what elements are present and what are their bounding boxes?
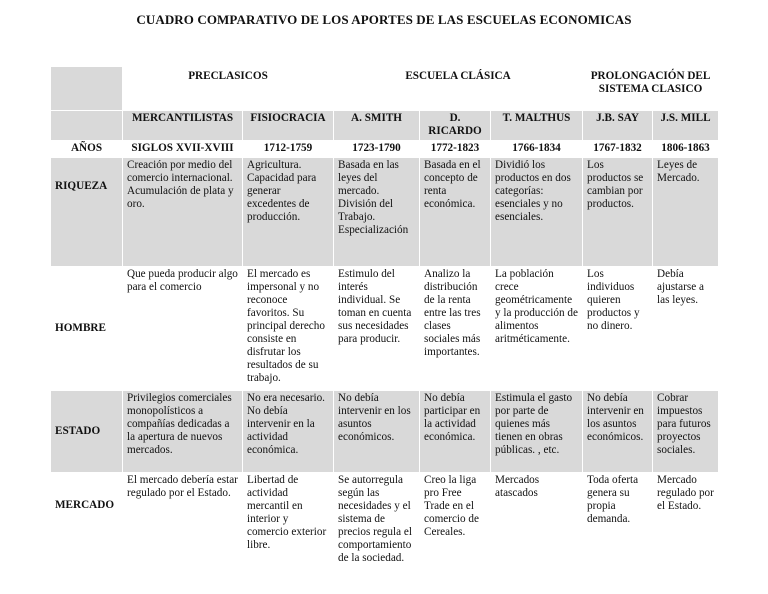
header-ricardo: D. RICARDO xyxy=(420,111,491,141)
hombre-mill: Debía ajustarse a las leyes. xyxy=(653,267,719,391)
mercado-mercantilistas: El mercado debería estar regulado por el Estado. xyxy=(123,473,243,583)
group-prolongacion: PROLONGACIÓN DEL SISTEMA CLASICO xyxy=(583,67,719,111)
header-mill: J.S. MILL xyxy=(653,111,719,141)
school-label-cell xyxy=(51,111,123,141)
hombre-smith: Estimulo del interés individual. Se toman en cuenta sus necesidades para producir. xyxy=(334,267,420,391)
anos-smith: 1723-1790 xyxy=(334,141,420,158)
header-fisiocracia: FISIOCRACIA xyxy=(243,111,334,141)
riqueza-malthus: Dividió los productos en dos categorías: esenciales y no esenciales. xyxy=(491,158,583,267)
hombre-fisiocracia: El mercado es impersonal y no reconoce favoritos. Su principal derecho consiste en disfrutar los resultados de su trabajo. xyxy=(243,267,334,391)
page-title: CUADRO COMPARATIVO DE LOS APORTES DE LAS ESCUELAS ECONOMICAS xyxy=(136,12,632,27)
header-mercantilistas: MERCANTILISTAS xyxy=(123,111,243,141)
hombre-say: Los individuos quieren productos y no dinero. xyxy=(583,267,653,391)
row-label-hombre: HOMBRE xyxy=(51,267,123,391)
estado-say: No debía intervenir en los asuntos económicos. xyxy=(583,391,653,473)
estado-mill: Cobrar impuestos para futuros proyectos sociales. xyxy=(653,391,719,473)
estado-smith: No debía intervenir en los asuntos económicos. xyxy=(334,391,420,473)
mercado-say: Toda oferta genera su propia demanda. xyxy=(583,473,653,583)
anos-mill: 1806-1863 xyxy=(653,141,719,158)
estado-mercantilistas: Privilegios comerciales monopolísticos a compañías dedicadas a la apertura de nuevos mercados. xyxy=(123,391,243,473)
hombre-mercantilistas: Que pueda producir algo para el comercio xyxy=(123,267,243,391)
corner-cell xyxy=(51,67,123,111)
estado-fisiocracia: No era necesario. No debía intervenir en la actividad económica. xyxy=(243,391,334,473)
riqueza-fisiocracia: Agricultura. Capacidad para generar excedentes de producción. xyxy=(243,158,334,267)
hombre-ricardo: Analizo la distribución de la renta entre las tres clases sociales más importantes. xyxy=(420,267,491,391)
mercado-ricardo: Creo la liga pro Free Trade en el comercio de Cereales. xyxy=(420,473,491,583)
riqueza-mill: Leyes de Mercado. xyxy=(653,158,719,267)
mercado-smith: Se autorregula según las necesidades y el sistema de precios regula el comportamiento de la sociedad. xyxy=(334,473,420,583)
row-label-riqueza: RIQUEZA xyxy=(51,158,123,267)
anos-mercantilistas: SIGLOS XVII-XVIII xyxy=(123,141,243,158)
anos-ricardo: 1772-1823 xyxy=(420,141,491,158)
riqueza-mercantilistas: Creación por medio del comercio internacional. Acumulación de plata y oro. xyxy=(123,158,243,267)
estado-malthus: Estimula el gasto por parte de quienes más tienen en obras públicas. , etc. xyxy=(491,391,583,473)
riqueza-say: Los productos se cambian por productos. xyxy=(583,158,653,267)
hombre-malthus: La población crece geométricamente y la producción de alimentos aritméticamente. xyxy=(491,267,583,391)
riqueza-ricardo: Basada en el concepto de renta económica. xyxy=(420,158,491,267)
comparison-table xyxy=(50,66,719,583)
anos-say: 1767-1832 xyxy=(583,141,653,158)
anos-malthus: 1766-1834 xyxy=(491,141,583,158)
header-say: J.B. SAY xyxy=(583,111,653,141)
riqueza-smith: Basada en las leyes del mercado. División del Trabajo. Especialización xyxy=(334,158,420,267)
anos-fisiocracia: 1712-1759 xyxy=(243,141,334,158)
group-preclasicos: PRECLASICOS xyxy=(123,67,334,111)
group-escuela-clasica: ESCUELA CLÁSICA xyxy=(334,67,583,111)
row-label-mercado: MERCADO xyxy=(51,473,123,583)
estado-ricardo: No debía participar en la actividad económica. xyxy=(420,391,491,473)
header-smith: A. SMITH xyxy=(334,111,420,141)
row-label-anos: AÑOS xyxy=(51,141,123,158)
mercado-malthus: Mercados atascados xyxy=(491,473,583,583)
mercado-mill: Mercado regulado por el Estado. xyxy=(653,473,719,583)
row-label-estado: ESTADO xyxy=(51,391,123,473)
mercado-fisiocracia: Libertad de actividad mercantil en interior y comercio exterior libre. xyxy=(243,473,334,583)
header-malthus: T. MALTHUS xyxy=(491,111,583,141)
